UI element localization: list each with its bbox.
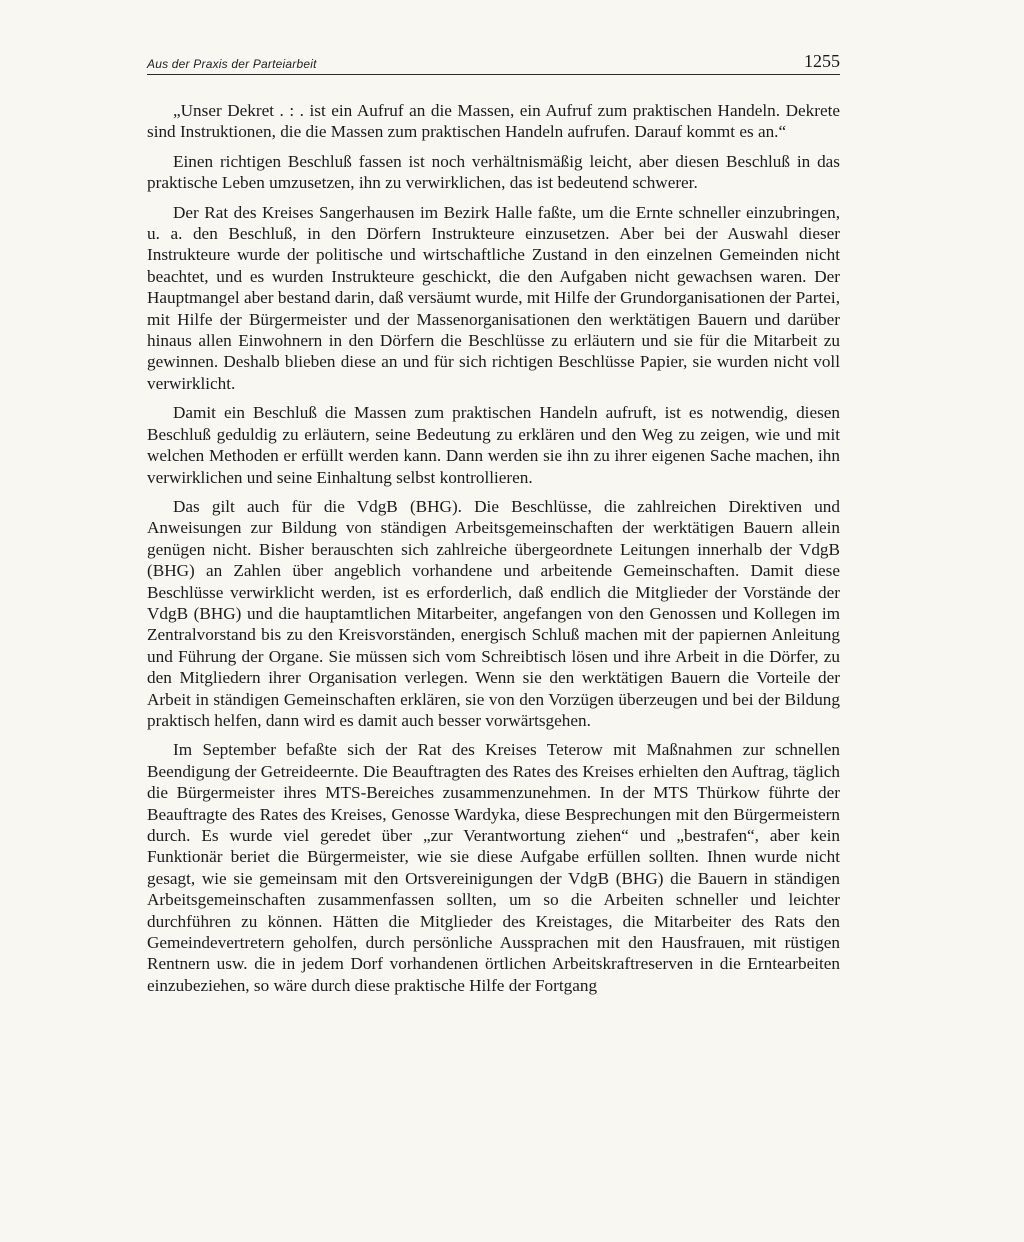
paragraph-beschluss: Einen richtigen Beschluß fassen ist noch verhältnismäßig leicht, aber diesen Beschluß in das praktische Leben umzusetzen, ihn zu verwirklichen, das ist bedeutend schwerer. [147, 151, 840, 193]
paragraph-vdgb: Das gilt auch für die VdgB (BHG). Die Beschlüsse, die zahlreichen Direktiven und Anweisungen zur Bildung von ständigen Arbeitsgemeinschaften der werktätigen Bauern allein genügen nicht. Bisher berauschten sich zahlreiche übergeordnete Leitungen innerhalb der VdgB (BHG) an Zahlen über angeblich vorhandene und arbeitende Gemeinschaften. Damit diese Beschlüsse verwirklicht werden, ist es erforderlich, daß endlich die Mitglieder der Vorstände der VdgB (BHG) und die hauptamtlichen Mitarbeiter, angefangen von den Genossen und Kollegen im Zentralvorstand bis zu den Kreisvorständen, energisch Schluß machen mit der papiernen Anleitung und Führung der Organe. Sie müssen sich vom Schreibtisch lösen und ihre Arbeit in die Dörfer, zu den Mitgliedern ihrer Organisation verlegen. Wenn sie den werktätigen Bauern die Vorteile der Arbeit in ständigen Gemeinschaften erklären, sie von den Vorzügen überzeugen und bei der Bildung praktisch helfen, dann wird es damit auch besser vorwärtsgehen. [147, 496, 840, 730]
running-head-title: Aus der Praxis der Parteiarbeit [147, 57, 317, 71]
paragraph-teterow: Im September befaßte sich der Rat des Kreises Teterow mit Maßnahmen zur schnellen Beendigung der Getreideernte. Die Beauftragten des Rates des Kreises erhielten den Auftrag, täglich die Bürgermeister ihres MTS-Bereiches zusammenzunehmen. In der MTS Thürkow führte der Beauftragte des Rates des Kreises, Genosse Wardyka, diese Besprechungen mit den Bürgermeistern durch. Es wurde viel geredet über „zur Verantwortung ziehen“ und „bestrafen“, aber kein Funktionär beriet die Bürgermeister, wie sie diese Aufgabe erfüllen sollten. Ihnen wurde nicht gesagt, wie sie gemeinsam mit den Ortsvereinigungen der VdgB (BHG) die Bauern in ständigen Arbeitsgemeinschaften zusammenfassen sollten, um so die Arbeiten schneller und leichter durchführen zu können. Hätten die Mitglieder des Kreistages, die Mitarbeiter des Rats den Gemeindevertretern geholfen, durch persönliche Aussprachen mit den Hausfrauen, mit rüstigen Rentnern usw. die in jedem Dorf vorhandenen örtlichen Arbeitskraftreserven in die Erntearbeiten einzubeziehen, so wäre durch diese praktische Hilfe der Fortgang [147, 740, 840, 995]
page-header [147, 48, 840, 75]
body-text [147, 100, 840, 1004]
page-number: 1255 [804, 51, 840, 71]
paragraph-quote: „Unser Dekret . : . ist ein Aufruf an die Massen, ein Aufruf zum praktischen Handeln. Dekrete sind Instruktionen, die die Massen zum praktischen Handeln aufrufen. Darauf kommt es an.“ [147, 101, 840, 142]
paragraph-sangerhausen: Der Rat des Kreises Sangerhausen im Bezirk Halle faßte, um die Ernte schneller einzubringen, u. a. den Beschluß, in den Dörfern Instrukteure einzusetzen. Aber bei der Auswahl dieser Instrukteure wurde der politische und wirtschaftliche Zustand in den einzelnen Gemeinden nicht beachtet, und es wurden Instrukteure geschickt, die den Aufgaben nicht gewachsen waren. Der Hauptmangel aber bestand darin, daß versäumt wurde, mit Hilfe der Grundorganisationen der Partei, mit Hilfe der Bürgermeister und der Massenorganisationen den werktätigen Bauern und darüber hinaus allen Einwohnern in den Dörfern die Beschlüsse zu erläutern und sie für die Mitarbeit zu gewinnen. Deshalb blieben diese an und für sich richtigen Beschlüsse Papier, sie wurden nicht voll verwirklicht. [147, 202, 840, 393]
paragraph-massen: Damit ein Beschluß die Massen zum praktischen Handeln aufruft, ist es notwendig, diesen Beschluß geduldig zu erläutern, seine Bedeutung zu erklären und den Weg zu zeigen, wie und mit welchen Methoden er erfüllt werden kann. Dann werden sie ihn zu ihrer eigenen Sache machen, ihn verwirklichen und seine Einhaltung selbst kontrollieren. [147, 403, 840, 487]
